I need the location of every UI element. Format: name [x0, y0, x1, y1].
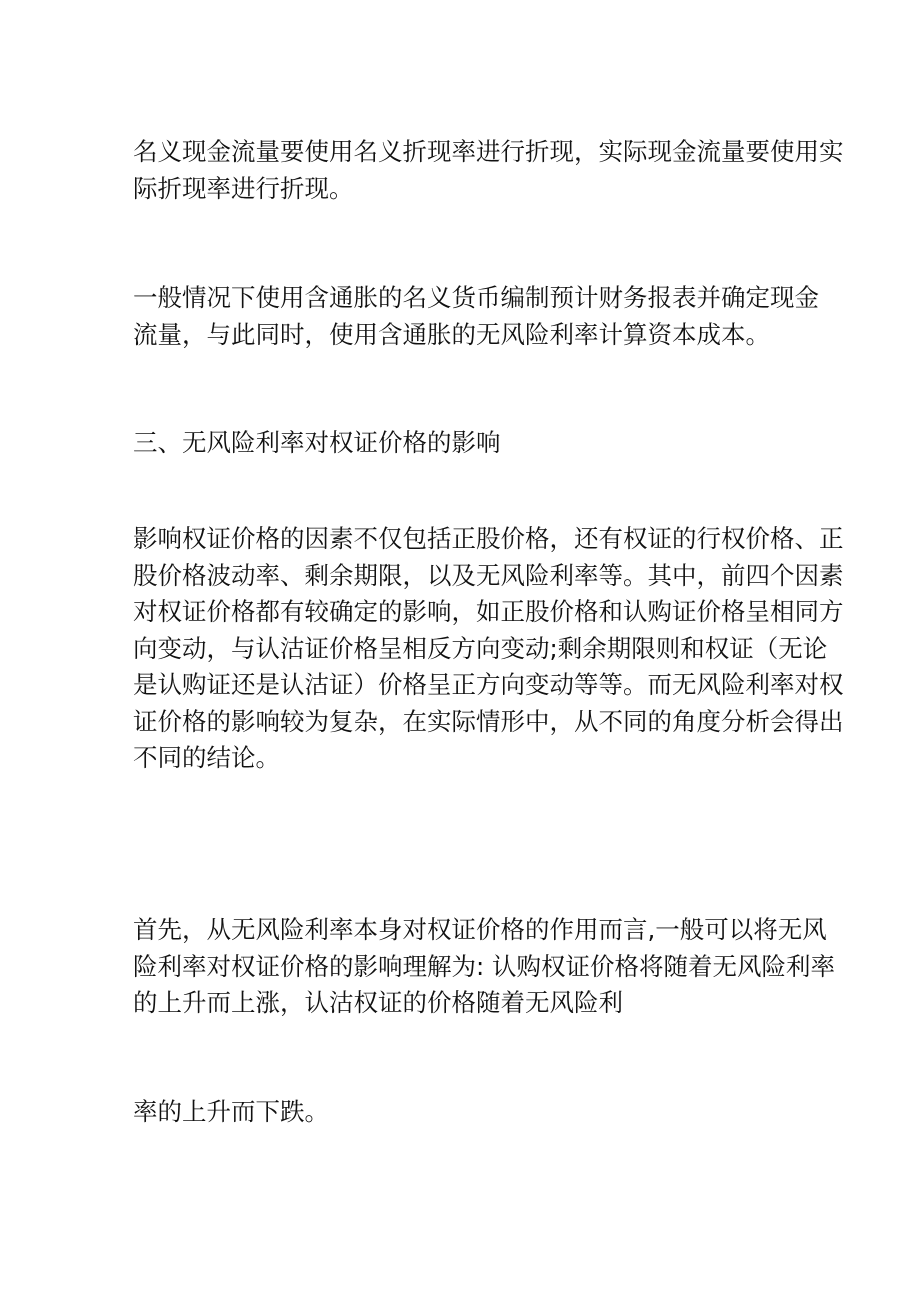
- paragraph-warrant-factors: [133, 521, 844, 777]
- text-line: 证价格的影响较为复杂，在实际情形中，从不同的角度分析会得出: [133, 706, 844, 736]
- text-line: 一般情况下使用含通胀的名义货币编制预计财务报表并确定现金: [133, 283, 819, 312]
- text-line: 对权证价格都有较确定的影响，如正股价格和认购证价格呈相同方: [133, 597, 844, 626]
- text-line: 的上升而上涨，认沽权证的价格随着无风险利: [133, 988, 623, 1017]
- text-line: 流量，与此同时，使用含通胀的无风险利率计算资本成本。: [133, 319, 770, 349]
- text-line: 首先，从无风险利率本身对权证价格的作用而言,一般可以将无风: [133, 915, 827, 944]
- text-line: 不同的结论。: [133, 743, 280, 772]
- text-line: 际折现率进行折现。: [133, 173, 354, 203]
- paragraph-continuation: [133, 1094, 798, 1131]
- section-heading: [133, 425, 798, 462]
- text-line: 影响权证价格的因素不仅包括正股价格，还有权证的行权价格、正: [133, 524, 844, 553]
- text-line: 向变动，与认沽证价格呈相反方向变动;剩余期限则和权证（无论: [133, 633, 828, 663]
- text-line: 股价格波动率、剩余期限，以及无风险利率等。其中，前四个因素: [133, 560, 844, 590]
- paragraph-inflation-forecast: [133, 280, 819, 353]
- paragraph-nominal-discount: [133, 134, 844, 207]
- text-line: 是认购证还是认沽证）价格呈正方向变动等等。而无风险利率对权: [133, 670, 844, 699]
- text-line: 名义现金流量要使用名义折现率进行折现，实际现金流量要使用实: [133, 137, 844, 166]
- text-line: 三、无风险利率对权证价格的影响: [133, 428, 501, 457]
- text-line: 率的上升而下跌。: [133, 1097, 329, 1126]
- text-line: 险利率对权证价格的影响理解为: 认购权证价格将随着无风险利率: [133, 951, 836, 981]
- paragraph-risk-free-effect: [133, 912, 836, 1022]
